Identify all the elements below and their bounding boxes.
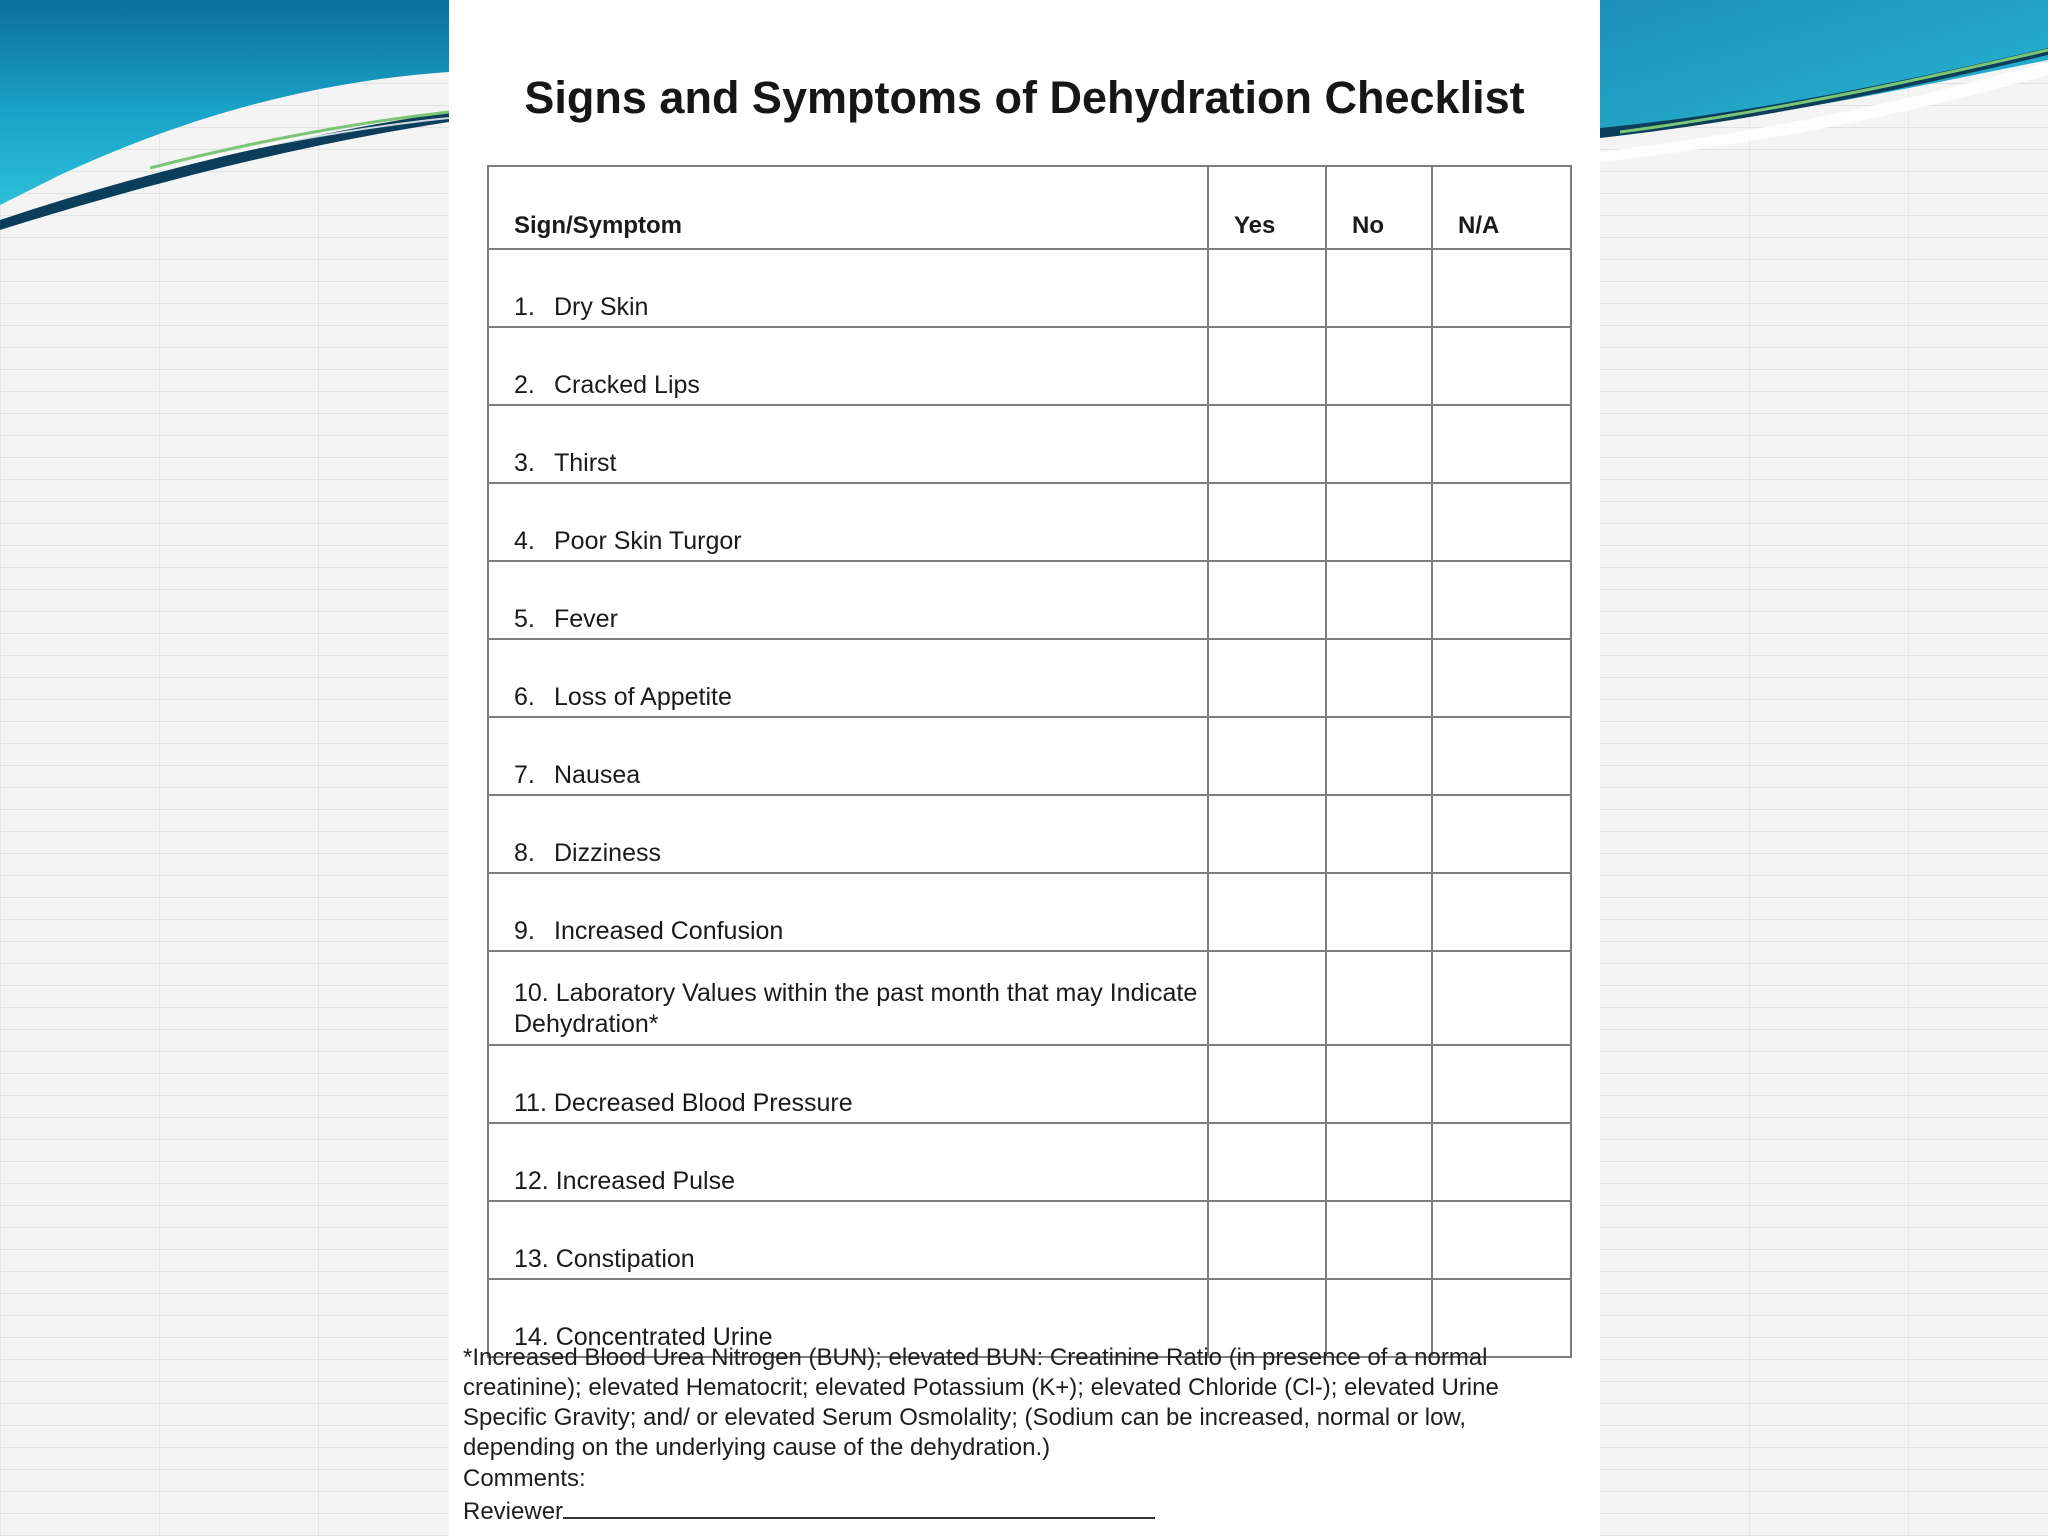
row-number: 12. — [514, 1167, 549, 1195]
page-title: Signs and Symptoms of Dehydration Checklist — [524, 72, 1525, 123]
no-checkbox-cell[interactable] — [1326, 1045, 1432, 1123]
row-number: 8. — [514, 839, 535, 867]
row-number: 14. — [514, 1323, 549, 1351]
na-checkbox-cell[interactable] — [1432, 1201, 1571, 1279]
symptom-cell — [488, 717, 1208, 795]
no-checkbox-cell[interactable] — [1326, 249, 1432, 327]
symptom-cell — [488, 483, 1208, 561]
yes-checkbox-cell[interactable] — [1208, 717, 1326, 795]
table-row — [488, 483, 1571, 561]
row-number: 3. — [514, 449, 535, 477]
table-row — [488, 1201, 1571, 1279]
table-row — [488, 639, 1571, 717]
symptom-label: Concentrated Urine — [555, 1323, 773, 1351]
symptom-cell — [488, 561, 1208, 639]
yes-checkbox-cell[interactable] — [1208, 951, 1326, 1045]
yes-checkbox-cell[interactable] — [1208, 483, 1326, 561]
row-number: 4. — [514, 527, 535, 555]
symptom-label: Dry Skin — [554, 293, 649, 321]
table-row — [488, 405, 1571, 483]
no-checkbox-cell[interactable] — [1326, 327, 1432, 405]
na-checkbox-cell[interactable] — [1432, 873, 1571, 951]
table-row — [488, 795, 1571, 873]
no-checkbox-cell[interactable] — [1326, 951, 1432, 1045]
row-number: 10. — [514, 979, 549, 1007]
symptom-cell — [488, 327, 1208, 405]
yes-checkbox-cell[interactable] — [1208, 795, 1326, 873]
column-header-na: N/A — [1432, 166, 1571, 249]
column-header-yes: Yes — [1208, 166, 1326, 249]
no-checkbox-cell[interactable] — [1326, 483, 1432, 561]
symptom-label: Increased Confusion — [554, 917, 784, 945]
symptom-label: Laboratory Values within the past month that may Indicate Dehydration* — [514, 979, 1198, 1038]
row-number: 6. — [514, 683, 535, 711]
yes-checkbox-cell[interactable] — [1208, 1045, 1326, 1123]
yes-checkbox-cell[interactable] — [1208, 1201, 1326, 1279]
na-checkbox-cell[interactable] — [1432, 951, 1571, 1045]
symptom-cell — [488, 1045, 1208, 1123]
table-row — [488, 1123, 1571, 1201]
row-number: 11. — [514, 1089, 547, 1117]
reviewer-signature-line[interactable] — [563, 1495, 1155, 1519]
reviewer-label: Reviewer — [463, 1498, 564, 1525]
na-checkbox-cell[interactable] — [1432, 639, 1571, 717]
yes-checkbox-cell[interactable] — [1208, 561, 1326, 639]
footnote-lab-values: *Increased Blood Urea Nitrogen (BUN); elevated BUN: Creatinine Ratio (in presence of a normal creatinine); elevated Hematocrit; elevated Potassium (K+); elevated Chloride (Cl-); elevated Urine Specific Gravity; and/ or elevated Serum Osmolality; (Sodium can be increased, normal or low, depending on the underlying cause of the dehydration.) — [463, 1344, 1499, 1461]
symptom-cell — [488, 873, 1208, 951]
table-row — [488, 561, 1571, 639]
symptom-cell — [488, 795, 1208, 873]
symptom-cell — [488, 249, 1208, 327]
row-number: 9. — [514, 917, 535, 945]
checklist-document — [449, 0, 1600, 1536]
symptom-label: Poor Skin Turgor — [554, 527, 742, 555]
symptom-cell — [488, 951, 1208, 1045]
no-checkbox-cell[interactable] — [1326, 795, 1432, 873]
symptom-label: Cracked Lips — [554, 371, 700, 399]
table-header-row — [488, 166, 1571, 249]
yes-checkbox-cell[interactable] — [1208, 1123, 1326, 1201]
no-checkbox-cell[interactable] — [1326, 717, 1432, 795]
yes-checkbox-cell[interactable] — [1208, 327, 1326, 405]
symptom-label: Decreased Blood Pressure — [553, 1089, 853, 1117]
table-row — [488, 249, 1571, 327]
no-checkbox-cell[interactable] — [1326, 561, 1432, 639]
no-checkbox-cell[interactable] — [1326, 1123, 1432, 1201]
yes-checkbox-cell[interactable] — [1208, 405, 1326, 483]
symptom-cell — [488, 405, 1208, 483]
row-number: 2. — [514, 371, 535, 399]
yes-checkbox-cell[interactable] — [1208, 873, 1326, 951]
na-checkbox-cell[interactable] — [1432, 327, 1571, 405]
yes-checkbox-cell[interactable] — [1208, 639, 1326, 717]
symptom-label: Fever — [554, 605, 618, 633]
symptom-label: Nausea — [554, 761, 641, 789]
na-checkbox-cell[interactable] — [1432, 1045, 1571, 1123]
symptom-label: Dizziness — [554, 839, 661, 867]
na-checkbox-cell[interactable] — [1432, 717, 1571, 795]
na-checkbox-cell[interactable] — [1432, 405, 1571, 483]
table-row — [488, 951, 1571, 1045]
symptom-label: Constipation — [555, 1245, 695, 1273]
table-row — [488, 327, 1571, 405]
table-row — [488, 717, 1571, 795]
column-header-sign-symptom: Sign/Symptom — [488, 166, 1208, 249]
checklist-table — [487, 165, 1572, 1358]
symptom-label: Loss of Appetite — [554, 683, 732, 711]
symptom-cell — [488, 1123, 1208, 1201]
no-checkbox-cell[interactable] — [1326, 873, 1432, 951]
na-checkbox-cell[interactable] — [1432, 795, 1571, 873]
row-number: 13. — [514, 1245, 549, 1273]
na-checkbox-cell[interactable] — [1432, 249, 1571, 327]
yes-checkbox-cell[interactable] — [1208, 249, 1326, 327]
no-checkbox-cell[interactable] — [1326, 639, 1432, 717]
symptom-cell — [488, 1201, 1208, 1279]
row-number: 7. — [514, 761, 535, 789]
symptom-label: Increased Pulse — [555, 1167, 735, 1195]
na-checkbox-cell[interactable] — [1432, 561, 1571, 639]
na-checkbox-cell[interactable] — [1432, 483, 1571, 561]
table-row — [488, 1045, 1571, 1123]
symptom-cell — [488, 639, 1208, 717]
na-checkbox-cell[interactable] — [1432, 1123, 1571, 1201]
reviewer-field — [463, 1495, 1155, 1526]
comments-label: Comments: — [463, 1465, 586, 1492]
column-header-no: No — [1326, 166, 1432, 249]
no-checkbox-cell[interactable] — [1326, 405, 1432, 483]
symptom-label: Thirst — [554, 449, 617, 477]
row-number: 1. — [514, 293, 535, 321]
row-number: 5. — [514, 605, 535, 633]
table-row — [488, 873, 1571, 951]
no-checkbox-cell[interactable] — [1326, 1201, 1432, 1279]
